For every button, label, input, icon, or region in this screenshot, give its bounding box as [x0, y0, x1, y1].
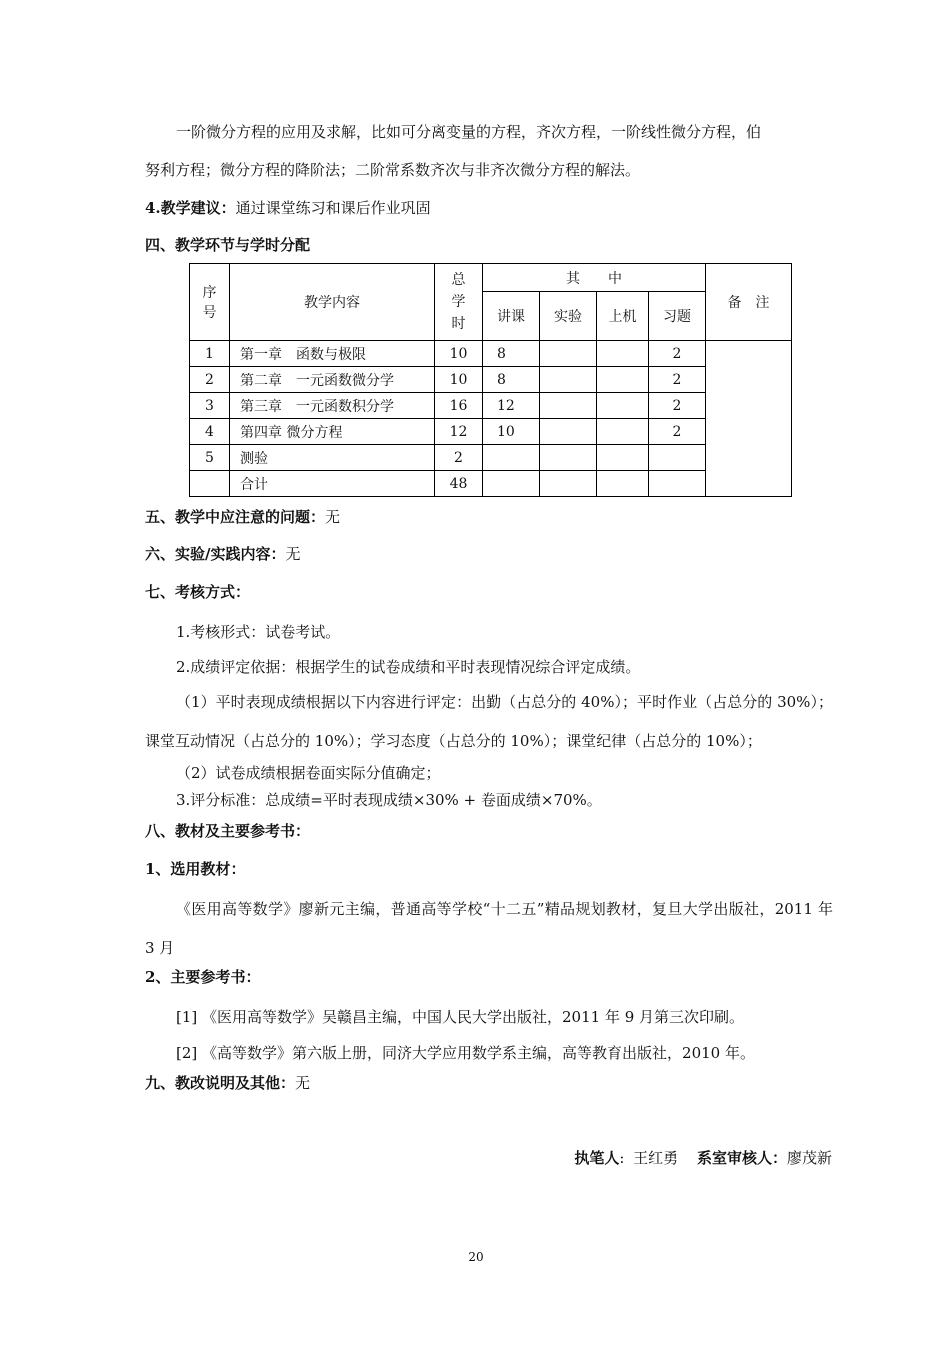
header-lab: 实验: [540, 292, 597, 341]
section-7-title: 七、考核方式：: [145, 583, 251, 601]
row-no: 5: [190, 445, 230, 471]
section-8-title: 八、教材及主要参考书：: [145, 822, 311, 840]
signature-line: [574, 1147, 832, 1168]
row-lab: [540, 341, 597, 367]
row-lab: [540, 393, 597, 419]
writer-name: 王红勇: [633, 1149, 679, 1167]
row-computer: [597, 393, 649, 419]
sum-total: 48: [435, 471, 483, 497]
header-seq-2: 号: [202, 305, 217, 321]
table-row: [190, 393, 792, 419]
row-total: 2: [435, 445, 483, 471]
sum-exercise: [649, 471, 706, 497]
header-total-2: 学: [451, 294, 466, 310]
row-exercise: 2: [649, 393, 706, 419]
intro-line-1: 一阶微分方程的应用及求解，比如可分离变量的方程，齐次方程，一阶线性微分方程，伯: [176, 123, 762, 141]
row-no: 1: [190, 341, 230, 367]
row-computer: [597, 419, 649, 445]
row-total: 12: [435, 419, 483, 445]
row-exercise: [649, 445, 706, 471]
row-lab: [540, 419, 597, 445]
table-row: [190, 445, 792, 471]
section-5-label: 五、教学中应注意的问题：: [145, 508, 326, 526]
row-content: 第三章 一元函数积分学: [230, 393, 435, 419]
section-4-title: 四、教学环节与学时分配: [145, 236, 311, 254]
sum-label: 合计: [230, 471, 435, 497]
assessment-item-2-1: （1）平时表现成绩根据以下内容进行评定：出勤（占总分的 40%）；平时作业（占总分的 30%）；课堂互动情况（占总分的 10%）；学习态度（占总分的 10%）；课堂纪律（占总分的 10%）；: [145, 693, 833, 750]
table-row: [190, 341, 792, 367]
sum-computer: [597, 471, 649, 497]
table-row: [190, 419, 792, 445]
header-total: [435, 264, 483, 341]
header-note: 备 注: [706, 264, 792, 341]
row-content: 第二章 一元函数微分学: [230, 367, 435, 393]
row-lecture: 8: [483, 341, 540, 367]
header-content: 教学内容: [230, 264, 435, 341]
teaching-suggestion: [145, 197, 431, 219]
section-9: [145, 1072, 310, 1094]
section-6: [145, 543, 301, 565]
row-no: 4: [190, 419, 230, 445]
row-no: 2: [190, 367, 230, 393]
reference-2: [2] 《高等数学》第六版上册，同济大学应用数学系主编，高等教育出版社，2010 年。: [176, 1044, 755, 1062]
sum-no: [190, 471, 230, 497]
row-no: 3: [190, 393, 230, 419]
section-9-label: 九、教改说明及其他：: [145, 1074, 296, 1092]
row-exercise: 2: [649, 419, 706, 445]
row-computer: [597, 445, 649, 471]
textbook-entry: 《医用高等数学》廖新元主编，普通高等学校“十二五”精品规划教材，复旦大学出版社，2011 年 3 月: [145, 900, 833, 957]
section-9-value: 无: [295, 1074, 311, 1092]
row-exercise: 2: [649, 367, 706, 393]
header-computer: 上机: [597, 292, 649, 341]
notes-cell: [706, 341, 792, 497]
row-total: 10: [435, 341, 483, 367]
intro-line-2: 努利方程；微分方程的降阶法；二阶常系数齐次与非齐次微分方程的解法。: [145, 161, 641, 179]
row-lecture: 12: [483, 393, 540, 419]
table-row: [190, 367, 792, 393]
row-total: 10: [435, 367, 483, 393]
suggestion-label: 4.教学建议：: [145, 199, 236, 217]
assessment-item-3: 3.评分标准：总成绩=平时表现成绩×30% + 卷面成绩×70%。: [176, 791, 602, 809]
section-6-label: 六、实验/实践内容：: [145, 545, 286, 563]
row-content: 第四章 微分方程: [230, 419, 435, 445]
writer-label: 执笔人: [574, 1149, 620, 1167]
header-lecture: 讲课: [483, 292, 540, 341]
reviewer-label: 系室审核人：: [696, 1149, 787, 1167]
section-5-value: 无: [325, 508, 341, 526]
table-sum-row: [190, 471, 792, 497]
reference-1: [1] 《医用高等数学》吴赣昌主编，中国人民大学出版社，2011 年 9 月第三次印刷。: [176, 1008, 745, 1026]
assessment-item-1: 1.考核形式：试卷考试。: [176, 623, 341, 641]
hours-table: [189, 263, 792, 497]
row-total: 16: [435, 393, 483, 419]
row-exercise: 2: [649, 341, 706, 367]
row-lecture: [483, 445, 540, 471]
header-seq-1: 序: [202, 285, 217, 301]
assessment-item-2: 2.成绩评定依据：根据学生的试卷成绩和平时表现情况综合评定成绩。: [176, 658, 641, 676]
sum-lecture: [483, 471, 540, 497]
row-lab: [540, 445, 597, 471]
row-computer: [597, 367, 649, 393]
header-total-1: 总: [451, 272, 466, 288]
reviewer-name: 廖茂新: [786, 1149, 832, 1167]
sum-lab: [540, 471, 597, 497]
row-content: 第一章 函数与极限: [230, 341, 435, 367]
writer-sep: :: [619, 1149, 625, 1167]
page-number: 20: [468, 1250, 484, 1264]
references-subtitle: 2、主要参考书：: [145, 968, 261, 986]
row-content: 测验: [230, 445, 435, 471]
textbook-subtitle: 1、选用教材：: [145, 860, 246, 878]
suggestion-text: 通过课堂练习和课后作业巩固: [235, 199, 431, 217]
section-5: [145, 506, 340, 528]
row-lecture: 8: [483, 367, 540, 393]
assessment-item-2-2: （2）试卷成绩根据卷面实际分值确定；: [176, 764, 441, 782]
section-6-value: 无: [285, 545, 301, 563]
header-total-3: 时: [451, 316, 466, 332]
row-lecture: 10: [483, 419, 540, 445]
header-exercise: 习题: [649, 292, 706, 341]
row-computer: [597, 341, 649, 367]
header-seq: [190, 264, 230, 341]
header-among: 其 中: [483, 264, 706, 292]
row-lab: [540, 367, 597, 393]
